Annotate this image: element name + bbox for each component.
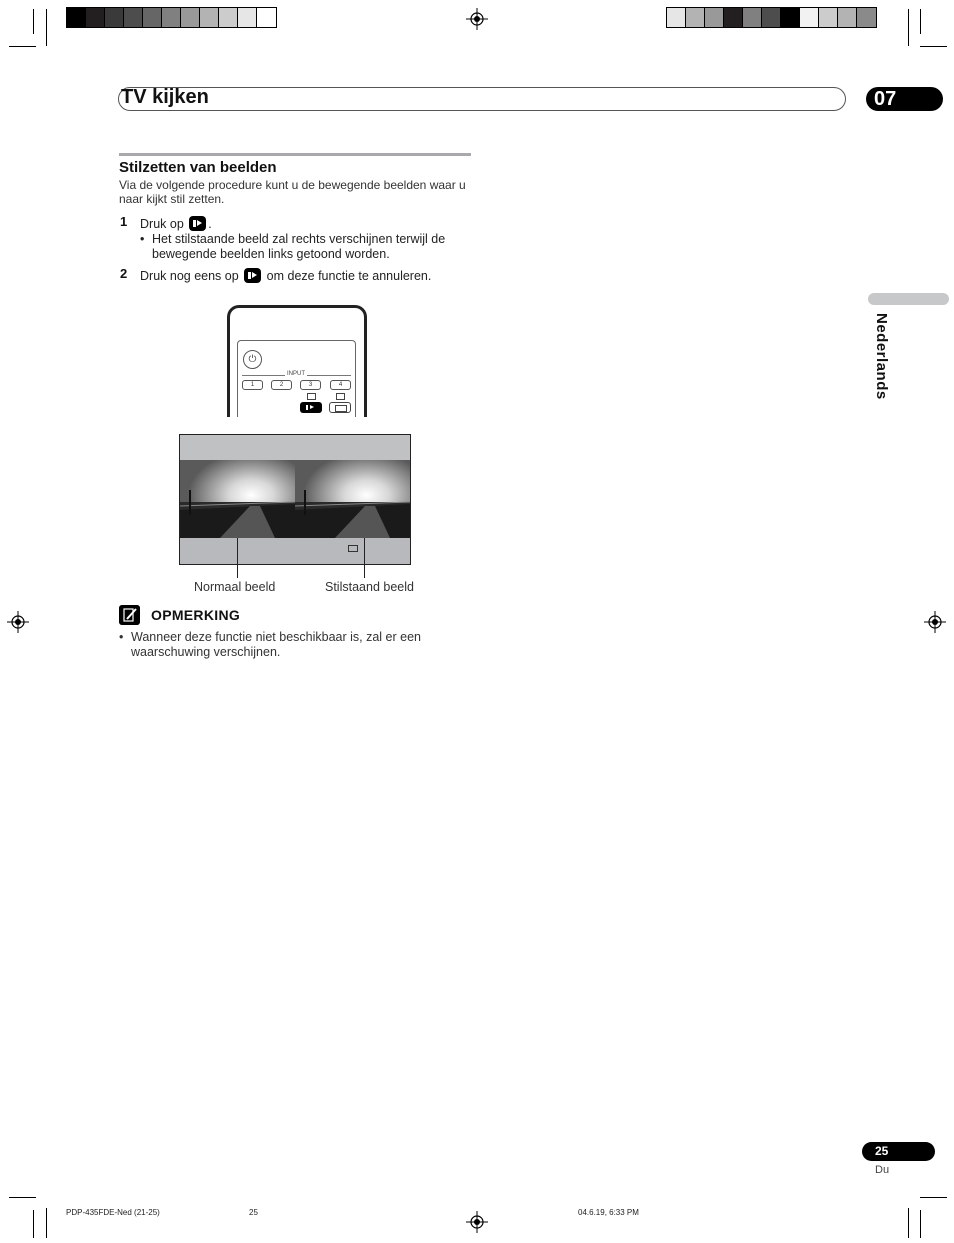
print-file-info: PDP-435FDE-Ned (21-25): [66, 1208, 160, 1217]
page-number-badge: 25: [862, 1142, 935, 1161]
crop-mark: [9, 1197, 36, 1198]
section-divider: [119, 153, 471, 156]
section-intro: Via de volgende procedure kunt u de bewegende beelden waar u naar kijkt stil zetten.: [119, 178, 466, 206]
color-swatch: [124, 8, 143, 27]
color-swatch: [705, 8, 724, 27]
step-text-before: Druk op: [140, 217, 184, 231]
split-key-icon: [329, 402, 351, 413]
note-text: • Wanneer deze functie niet beschikbaar is, zal er een waarschuwing verschijnen.: [119, 630, 459, 660]
color-swatch: [105, 8, 124, 27]
color-swatch: [162, 8, 181, 27]
step-text: [140, 268, 431, 284]
freeze-indicator-icon: [348, 545, 358, 552]
screen-bottom-band: [180, 538, 410, 564]
crop-mark: [46, 9, 47, 46]
screen-top-band: [180, 435, 410, 460]
crop-mark: [908, 1208, 909, 1238]
color-swatch: [667, 8, 686, 27]
page-language: Du: [875, 1164, 890, 1176]
print-timestamp: 04.6.19, 6:33 PM: [578, 1208, 639, 1217]
divider: [242, 375, 285, 376]
color-swatch: [67, 8, 86, 27]
print-page-ref: 25: [249, 1208, 258, 1217]
note-title: OPMERKING: [151, 607, 241, 623]
color-swatch: [686, 8, 705, 27]
registration-mark-icon: [466, 8, 488, 30]
color-swatch: [181, 8, 200, 27]
color-swatch: [800, 8, 819, 27]
normal-picture: [180, 460, 295, 538]
color-swatch: [743, 8, 762, 27]
note-pencil-icon: [119, 605, 140, 625]
color-swatch: [838, 8, 857, 27]
input-label: INPUT: [287, 371, 305, 377]
crop-mark: [33, 9, 34, 34]
color-swatch: [819, 8, 838, 27]
language-label: Nederlands: [873, 313, 890, 400]
language-tab: [868, 293, 949, 305]
input-key-3: 3: [300, 380, 321, 390]
registration-mark-icon: [924, 611, 946, 633]
freeze-button-icon: [244, 268, 261, 283]
crop-mark: [920, 9, 921, 34]
input-key-4: 4: [330, 380, 351, 390]
step-text: [140, 216, 212, 232]
input-key-2: 2: [271, 380, 292, 390]
color-swatch: [781, 8, 800, 27]
registration-mark-icon: [7, 611, 29, 633]
freeze-button-icon: [189, 216, 206, 231]
step-number: 1: [120, 214, 128, 229]
pointer-line: [237, 538, 238, 578]
color-calibration-bar-right: [666, 7, 877, 28]
crop-mark: [920, 46, 947, 47]
crop-mark: [33, 1210, 34, 1238]
page-title: TV kijken: [121, 86, 209, 108]
crop-mark: [920, 1197, 947, 1198]
color-swatch: [86, 8, 105, 27]
crop-mark: [920, 1210, 921, 1238]
frozen-picture-label: Stilstaand beeld: [325, 580, 414, 594]
step-text-after: .: [208, 217, 212, 231]
freeze-key-icon: [300, 402, 322, 413]
crop-mark: [9, 46, 36, 47]
step-bullet: • Het stilstaande beeld zal rechts verschijnen terwijl de bewegende beelden links getoond worden.: [140, 232, 475, 262]
step-bullet-text: Het stilstaande beeld zal rechts verschijnen terwijl de bewegende beelden links getoond worden.: [152, 232, 446, 261]
input-key-1: 1: [242, 380, 263, 390]
color-swatch: [238, 8, 257, 27]
color-swatch: [219, 8, 238, 27]
step-text-before: Druk nog eens op: [140, 269, 239, 283]
frozen-picture: [295, 460, 410, 538]
registration-mark-icon: [466, 1211, 488, 1233]
normal-picture-label: Normaal beeld: [194, 580, 276, 594]
crop-mark: [908, 9, 909, 46]
pointer-line: [364, 538, 365, 578]
color-swatch: [200, 8, 219, 27]
color-swatch: [762, 8, 781, 27]
color-calibration-bar-left: [66, 7, 277, 28]
crop-mark: [46, 1208, 47, 1238]
chapter-badge: 07: [866, 87, 943, 111]
step-number: 2: [120, 266, 128, 281]
power-icon: ⏻: [243, 350, 262, 369]
color-swatch: [724, 8, 743, 27]
freeze-mode-icon: [307, 393, 316, 400]
color-swatch: [257, 8, 276, 27]
split-mode-icon: [336, 393, 345, 400]
note-bullet-text: Wanneer deze functie niet beschikbaar is, zal er een waarschuwing verschijnen.: [131, 630, 421, 659]
section-title: Stilzetten van beelden: [119, 159, 277, 176]
divider: [307, 375, 351, 376]
color-swatch: [143, 8, 162, 27]
step-text-after: om deze functie te annuleren.: [266, 269, 432, 283]
header-frame: [118, 87, 846, 111]
color-swatch: [857, 8, 876, 27]
